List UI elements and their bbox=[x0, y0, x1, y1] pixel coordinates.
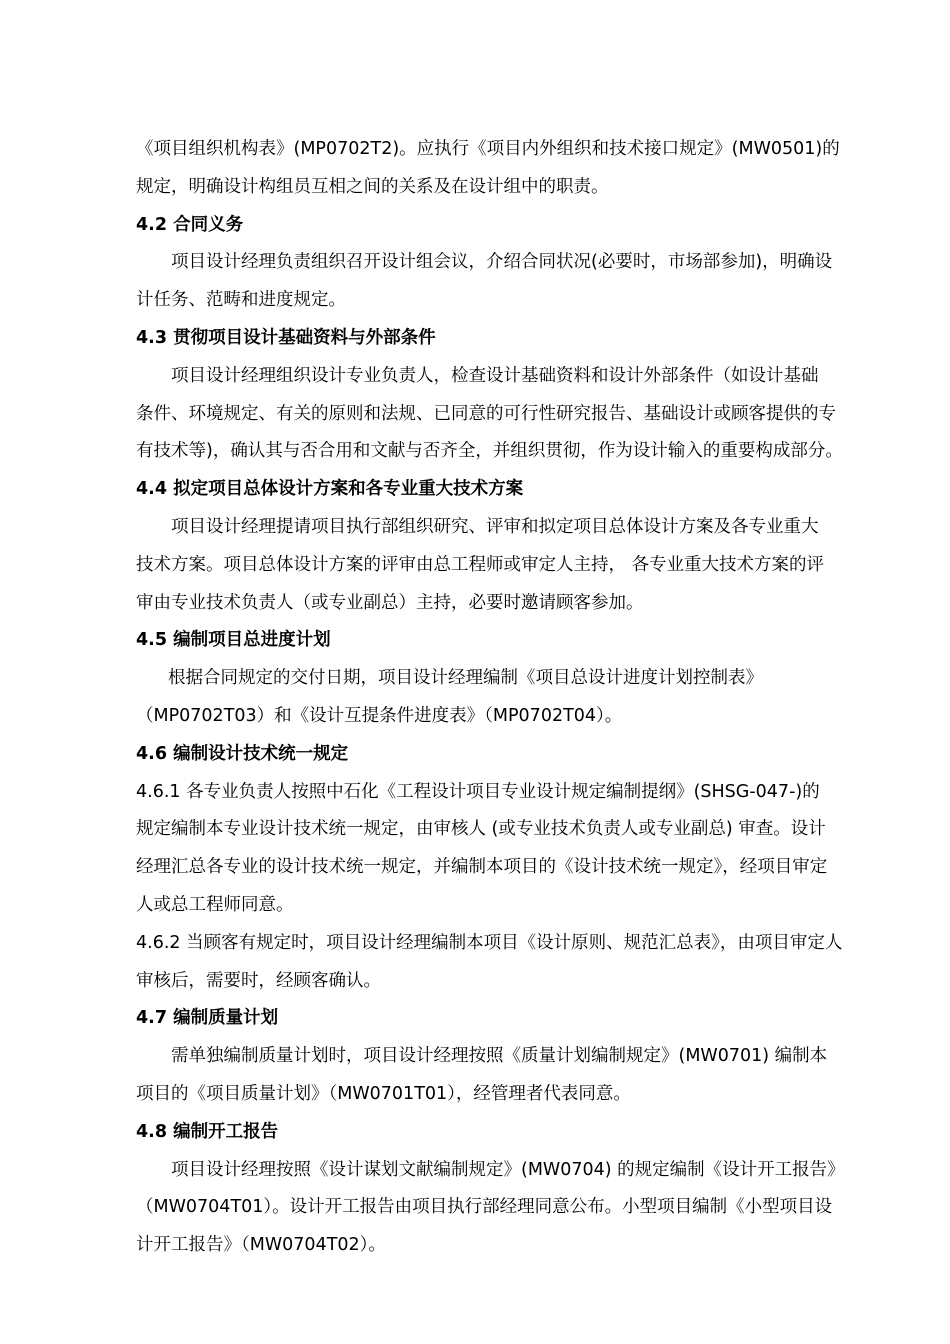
body-line: 项目设计经理按照《设计谋划文献编制规定》(MW0704) 的规定编制《设计开工报告》 bbox=[171, 1159, 845, 1180]
body-line: 项目设计经理组织设计专业负责人，检查设计基础资料和设计外部条件（如设计基础 bbox=[171, 365, 819, 386]
body-line: 计任务、范畴和进度规定。 bbox=[136, 290, 346, 311]
body-line: 人或总工程师同意。 bbox=[136, 894, 294, 915]
body-line: 根据合同规定的交付日期，项目设计经理编制《项目总设计进度计划控制表》 bbox=[168, 668, 763, 689]
body-line: 审核后，需要时，经顾客确认。 bbox=[136, 970, 381, 991]
body-line: 条件、环境规定、有关的原则和法规、已同意的可行性研究报告、基础设计或顾客提供的专 bbox=[136, 403, 836, 424]
body-line: （MP0702T03）和《设计互提条件进度表》（MP0702T04）。 bbox=[136, 705, 623, 726]
body-line: 规定，明确设计构组员互相之间的关系及在设计组中的职责。 bbox=[136, 176, 609, 197]
section-heading-4-8: 4.8 编制开工报告 bbox=[136, 1121, 279, 1142]
body-line: 经理汇总各专业的设计技术统一规定，并编制本项目的《设计技术统一规定》，经项目审定 bbox=[136, 857, 828, 878]
body-line: 需单独编制质量计划时，项目设计经理按照《质量计划编制规定》(MW0701) 编制本 bbox=[171, 1046, 828, 1067]
body-line: 项目设计经理负责组织召开设计组会议，介绍合同状况(必要时，市场部参加)，明确设 bbox=[171, 252, 833, 273]
body-line: 计开工报告》（MW0704T02）。 bbox=[136, 1235, 386, 1256]
body-line: 规定编制本专业设计技术统一规定，由审核人 (或专业技术负责人或专业副总) 审查。设计 bbox=[136, 819, 826, 840]
body-line: 项目设计经理提请项目执行部组织研究、评审和拟定项目总体设计方案及各专业重大 bbox=[171, 516, 819, 537]
body-line: 4.6.1 各专业负责人按照中石化《工程设计项目专业设计规定编制提纲》(SHSG-047-)的 bbox=[136, 781, 820, 802]
section-heading-4-3: 4.3 贯彻项目设计基础资料与外部条件 bbox=[136, 327, 436, 348]
section-heading-4-7: 4.7 编制质量计划 bbox=[136, 1008, 279, 1029]
body-line: 技术方案。项目总体设计方案的评审由总工程师或审定人主持， 各专业重大技术方案的评 bbox=[136, 554, 825, 575]
document-page bbox=[136, 131, 884, 1265]
body-line: 4.6.2 当顾客有规定时，项目设计经理编制本项目《设计原则、规范汇总表》，由项目审定人 bbox=[136, 932, 843, 953]
section-heading-4-5: 4.5 编制项目总进度计划 bbox=[136, 630, 331, 651]
section-heading-4-4: 4.4 拟定项目总体设计方案和各专业重大技术方案 bbox=[136, 479, 524, 500]
body-line: （MW0704T01）。设计开工报告由项目执行部经理同意公布。小型项目编制《小型项目设 bbox=[136, 1197, 833, 1218]
body-line: 项目的《项目质量计划》（MW0701T01），经管理者代表同意。 bbox=[136, 1083, 631, 1104]
section-heading-4-2: 4.2 合同义务 bbox=[136, 214, 244, 235]
body-line: 《项目组织机构表》(MP0702T2)。应执行《项目内外组织和技术接口规定》(MW0501)的 bbox=[136, 139, 840, 159]
body-line: 审由专业技术负责人（或专业副总）主持，必要时邀请顾客参加。 bbox=[136, 592, 644, 613]
body-line: 有技术等)，确认其与否合用和文献与否齐全，并组织贯彻，作为设计输入的重要构成部分。 bbox=[136, 441, 843, 462]
section-heading-4-6: 4.6 编制设计技术统一规定 bbox=[136, 743, 349, 764]
